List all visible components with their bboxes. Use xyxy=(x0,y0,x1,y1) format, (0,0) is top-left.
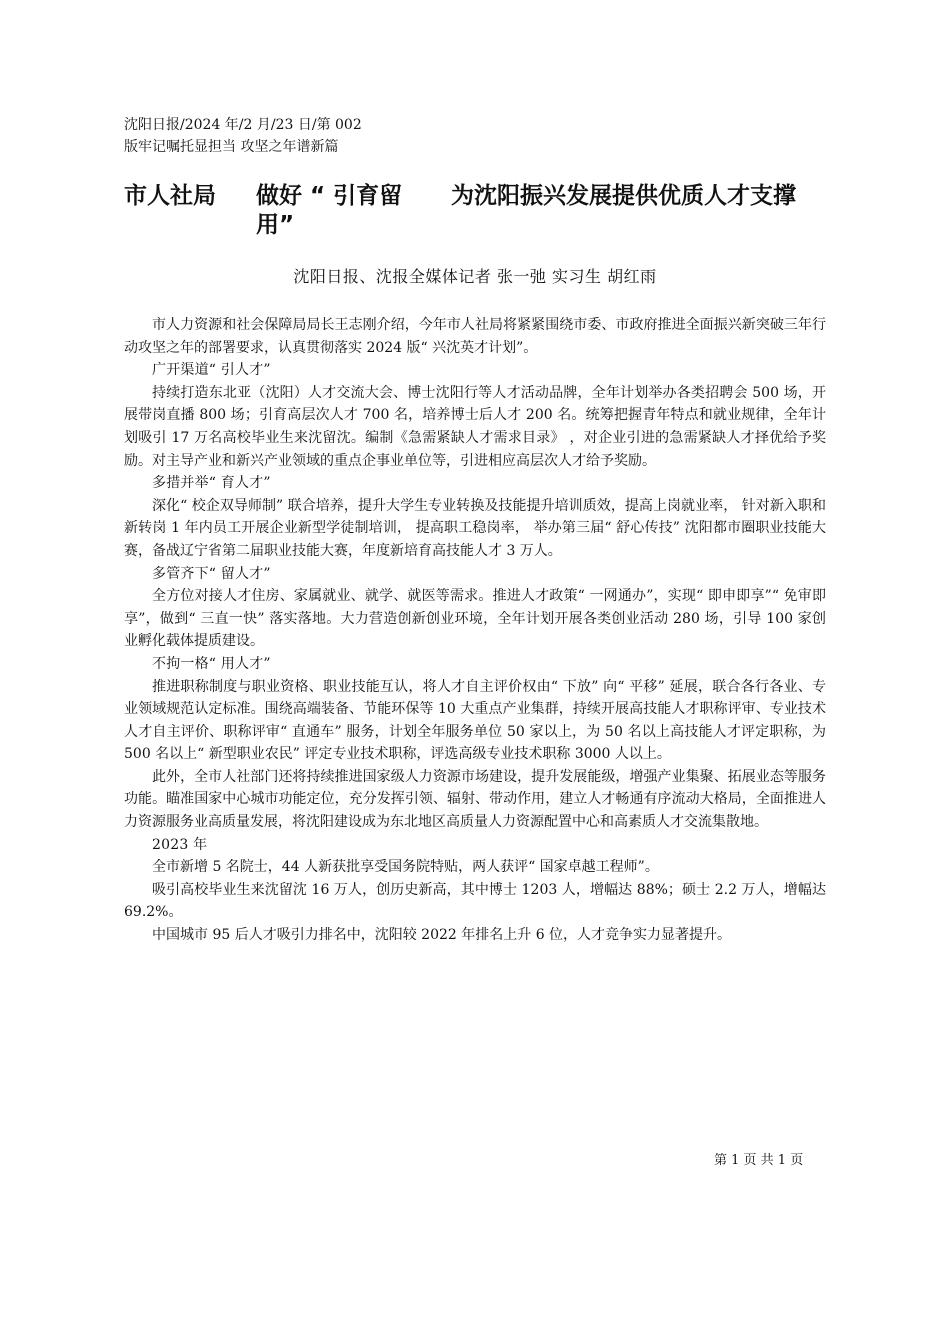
byline: 沈阳日报、沈报全媒体记者 张一弛 实习生 胡红雨 xyxy=(293,267,657,286)
page-number: 第 1 页 共 1 页 xyxy=(714,1153,804,1168)
source-line: 沈阳日报/2024 年/2 月/23 日/第 002 xyxy=(124,117,362,133)
article-title xyxy=(124,182,844,242)
paragraph-utilize: 推进职称制度与职业资格、职业技能互认，将人才自主评价权由“ 下放” 向“ 平移” 延展，联合各行各业、专业领域规范认定标准。围绕高端装备、节能环保等 10 大重点产业集群，持续开展高技能人才职称评审、专业技术人才自主评价、职称评审“ 直通车” 服务，计划全年服务单位 50 家以上，为 50 名以上高技能人才评定职称，为 500 名以上“ 新型职业农民” 评定专业技术职称，评选高级专业技术职称 3000 人以上。 xyxy=(124,678,826,763)
paragraph-attract: 持续打造东北亚（沈阳）人才交流大会、博士沈阳行等人才活动品牌，全年计划举办各类招聘会 500 场，开展带岗直播 800 场；引育高层次人才 700 名，培养博士后人才 200 名。统筹把握青年特点和就业规律，全年计划吸引 17 万名高校毕业生来沈留沈。编制《急需紧缺人才需求目录》 ，对企业引进的急需紧缺人才择优给予奖励。对主导产业和新兴产业领域的重点企事业单位等，引进相应高层次人才给予奖励。 xyxy=(124,384,826,469)
paragraph-academicians: 全市新增 5 名院士，44 人新获批享受国务院特贴，两人获评“ 国家卓越工程师”。 xyxy=(152,859,659,876)
column-line: 版牢记嘱托显担当 攻坚之年谱新篇 xyxy=(124,139,339,155)
paragraph-ranking: 中国城市 95 后人才吸引力排名中，沈阳较 2022 年排名上升 6 位，人才竞争实力显著提升。 xyxy=(152,927,732,944)
title-part-2: 做好 “ 引育留用” xyxy=(256,183,403,238)
title-part-1: 市人社局 xyxy=(124,183,216,209)
paragraph-cultivate: 深化“ 校企双导师制” 联合培养，提升大学生专业转换及技能提升培训质效，提高上岗就业率， 针对新入职和新转岗 1 年内员工开展企业新型学徒制培训， 提高职工稳岗率， 举办第三届“ 舒心传技” 沈阳都市圈职业技能大赛，备战辽宁省第二届职业技能大赛，年度新培育高技能人才 3 万人。 xyxy=(124,497,826,559)
paragraph-retain: 全方位对接人才住房、家属就业、就学、就医等需求。推进人才政策“ 一网通办”，实现“ 即申即享”“ 免审即享”，做到“ 三直一快” 落实落地。大力营造创新创业环境，全年计划开展各类创业活动 280 场，引导 100 家创业孵化载体提质建设。 xyxy=(124,588,826,650)
article-body xyxy=(124,314,826,947)
title-part-3: 为沈阳振兴发展提供优质人才支撑 xyxy=(451,183,796,209)
paragraph-graduates: 吸引高校毕业生来沈留沈 16 万人，创历史新高，其中博士 1203 人，增幅达 88%；硕士 2.2 万人，增幅达 69.2%。 xyxy=(124,881,826,921)
section-heading-utilize: 不拘一格“ 用人才” xyxy=(152,655,271,672)
paragraph-market: 此外，全市人社部门还将持续推进国家级人力资源市场建设，提升发展能级，增强产业集聚、拓展业态等服务功能。瞄准国家中心城市功能定位，充分发挥引领、辐射、带动作用，建立人才畅通有序流动大格局，全面推进人力资源服务业高质量发展，将沈阳建设成为东北地区高质量人力资源配置中心和高素质人才交流集散地。 xyxy=(124,768,826,831)
section-heading-2023: 2023 年 xyxy=(152,836,208,853)
section-heading-retain: 多管齐下“ 留人才” xyxy=(152,565,271,582)
section-heading-cultivate: 多措并举“ 育人才” xyxy=(152,475,271,492)
section-heading-attract: 广开渠道“ 引人才” xyxy=(152,362,271,379)
paragraph-intro: 市人力资源和社会保障局局长王志刚介绍，今年市人社局将紧紧围绕市委、市政府推进全面振兴新突破三年行动攻坚之年的部署要求，认真贯彻落实 2024 版“ 兴沈英才计划”。 xyxy=(124,317,826,356)
